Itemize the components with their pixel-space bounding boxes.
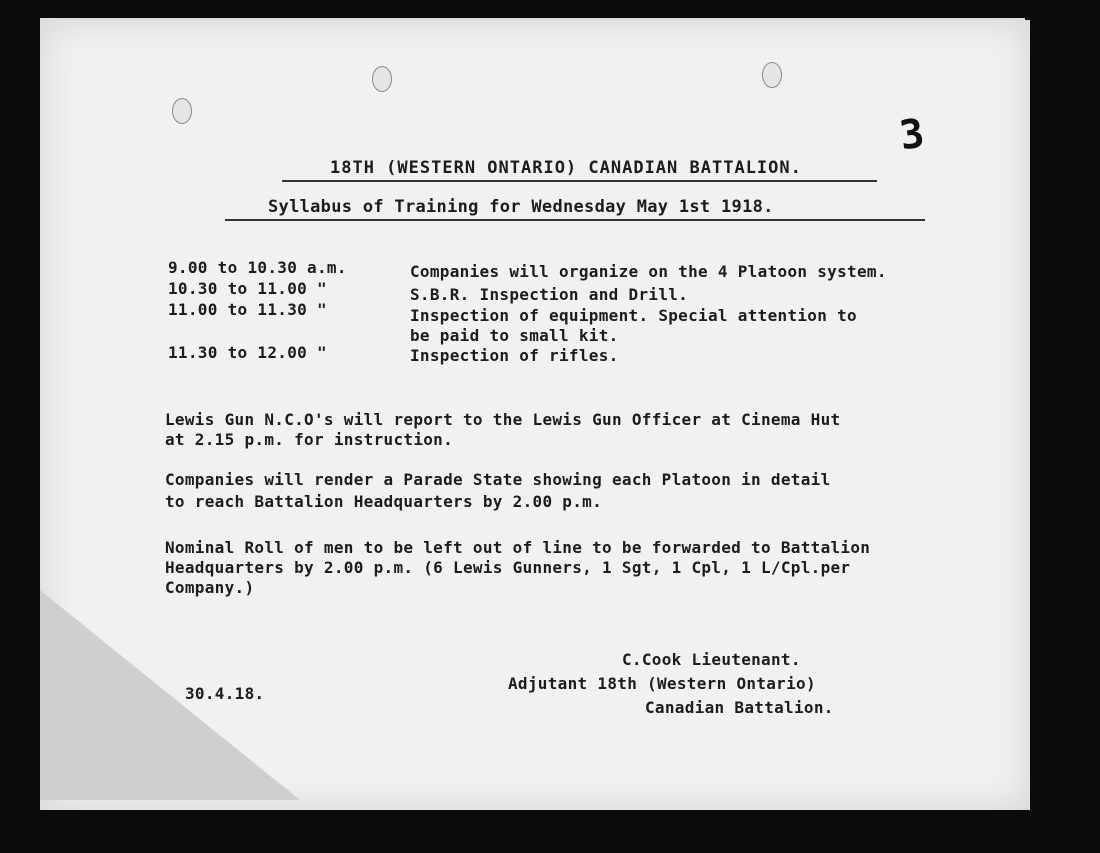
page-number-mark: 3 — [896, 110, 928, 160]
punch-hole-icon — [172, 98, 192, 124]
schedule-description: be paid to small kit. — [410, 326, 619, 345]
schedule-description: Companies will organize on the 4 Platoon system. — [410, 262, 887, 281]
schedule-description: Inspection of equipment. Special attention to — [410, 306, 857, 325]
schedule-time: 11.30 to 12.00 " — [168, 343, 327, 362]
paragraph-line: Headquarters by 2.00 p.m. (6 Lewis Gunners, 1 Sgt, 1 Cpl, 1 L/Cpl.per — [165, 558, 851, 577]
document-date: 30.4.18. — [185, 684, 265, 703]
paragraph-line: Lewis Gun N.C.O's will report to the Lewis Gun Officer at Cinema Hut — [165, 410, 841, 429]
paragraph-line: Company.) — [165, 578, 255, 597]
paragraph-line: Companies will render a Parade State showing each Platoon in detail — [165, 470, 831, 489]
signature-line: C.Cook Lieutenant. — [622, 650, 801, 669]
document-title: 18TH (WESTERN ONTARIO) CANADIAN BATTALION. — [330, 158, 802, 178]
document-subtitle: Syllabus of Training for Wednesday May 1st 1918. — [268, 197, 774, 217]
paragraph-line: at 2.15 p.m. for instruction. — [165, 430, 454, 449]
punch-hole-icon — [762, 62, 782, 88]
paragraph-line: to reach Battalion Headquarters by 2.00 p.m. — [165, 492, 603, 511]
signature-line: Adjutant 18th (Western Ontario) — [508, 674, 816, 693]
schedule-time: 10.30 to 11.00 " — [168, 279, 327, 298]
schedule-description: Inspection of rifles. — [410, 346, 619, 365]
paragraph-line: Nominal Roll of men to be left out of line to be forwarded to Battalion — [165, 538, 871, 557]
signature-line: Canadian Battalion. — [645, 698, 834, 717]
schedule-time: 11.00 to 11.30 " — [168, 300, 327, 319]
schedule-time: 9.00 to 10.30 a.m. — [168, 258, 347, 277]
subtitle-underline — [225, 219, 925, 221]
punch-hole-icon — [372, 66, 392, 92]
schedule-description: S.B.R. Inspection and Drill. — [410, 285, 689, 304]
title-underline — [282, 180, 877, 182]
